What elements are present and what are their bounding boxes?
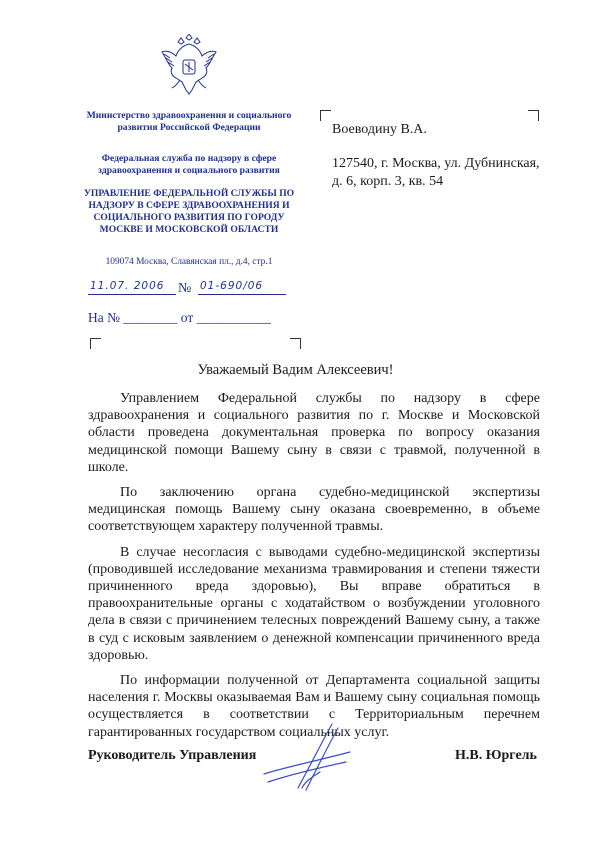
recipient-block — [332, 121, 547, 191]
signatory-name: Н.В. Юргель — [455, 748, 537, 763]
address-corner-mark — [320, 110, 331, 121]
body-paragraph: По информации полученной от Департамента социальной защиты населения г. Москвы оказываемая Вам и Вашему сыну социальная помощь осуществляется в соответствии с Территориальным перечнем гарантированных государством социальных услуг. — [88, 673, 540, 740]
outgoing-date: 11.07. 2006 — [90, 280, 165, 292]
reference-line: На № ________ от ___________ — [88, 310, 271, 325]
outgoing-number: 01-690/06 — [200, 280, 264, 292]
ministry-name: Министерство здравоохранения и социального развития Российской Федерации — [86, 110, 292, 133]
handwritten-signature — [262, 722, 352, 794]
directorate-name: УПРАВЛЕНИЕ ФЕДЕРАЛЬНОЙ СЛУЖБЫ ПО НАДЗОРУ В СФЕРЕ ЗДРАВООХРАНЕНИЯ И СОЦИАЛЬНОГО РАЗВИТИЯ ПО ГОРОДУ МОСКВЕ И МОСКОВСКОЙ ОБЛАСТИ — [83, 188, 295, 235]
letter-body — [88, 390, 540, 749]
subject-corner-mark — [290, 338, 301, 349]
address-corner-mark — [528, 110, 539, 121]
service-name: Федеральная служба по надзору в сфере здравоохранения и социального развития — [98, 153, 280, 176]
number-sign: № — [178, 281, 192, 296]
subject-corner-mark — [90, 338, 101, 349]
body-paragraph: Управлением Федеральной службы по надзору в сфере здравоохранения и социального развития по г. Москве и Московской области проведена документальная проверка по вопросу оказания медицинской помощи Вашему сыну в связи с травмой, полученной в школе. — [88, 391, 540, 475]
outgoing-registration — [90, 278, 300, 300]
signatory-role: Руководитель Управления — [88, 748, 257, 763]
recipient-address: 127540, г. Москва, ул. Дубнинская, д. 6, корп. 3, кв. 54 — [332, 156, 540, 189]
number-underline — [198, 294, 286, 295]
date-underline — [88, 294, 176, 295]
body-paragraph: По заключению органа судебно-медицинской экспертизы медицинская помощь Вашему сыну оказана своевременно, в объеме соответствующем характеру полученной травмы. — [88, 485, 540, 535]
salutation: Уважаемый Вадим Алексеевич! — [197, 362, 394, 378]
letterhead-address: 109074 Москва, Славянская пл., д.4, стр.1 — [105, 257, 273, 267]
coat-of-arms-icon — [160, 34, 218, 96]
body-paragraph: В случае несогласия с выводами судебно-медицинской экспертизы (проводившей исследование механизма травмирования и степени тяжести причиненного вреда здоровью), Вы вправе обратиться в правоохранительные органы с ходатайством о возбуждении уголовного дела в связи с причинением телесных повреждений Вашему сыну, а также в суд с исковым заявлением о денежной компенсации причиненного вреда здоровью. — [88, 544, 540, 663]
recipient-name: Воеводину В.А. — [332, 122, 427, 137]
